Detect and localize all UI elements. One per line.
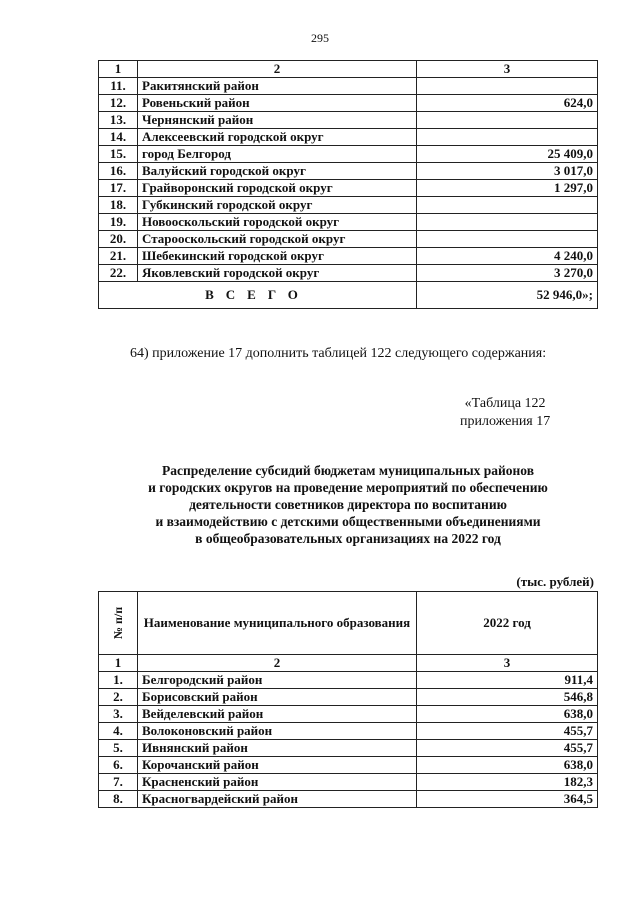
total-label: ВСЕГО xyxy=(99,282,417,309)
municipality-name: Белгородский район xyxy=(138,672,417,689)
table-heading xyxy=(98,462,598,547)
municipality-name: Новооскольский городской округ xyxy=(138,214,417,231)
table-header-row xyxy=(99,592,598,655)
amendment-paragraph: 64) приложение 17 дополнить таблицей 122 следующего содержания: xyxy=(130,346,547,361)
row-number: 6. xyxy=(99,757,138,774)
amount: 4 240,0 xyxy=(417,248,598,265)
row-number: 22. xyxy=(99,265,138,282)
table-row xyxy=(99,774,598,791)
table-row xyxy=(99,197,598,214)
municipality-name: Ивнянский район xyxy=(138,740,417,757)
row-number: 11. xyxy=(99,78,138,95)
row-number: 14. xyxy=(99,129,138,146)
municipality-name: Шебекинский городской округ xyxy=(138,248,417,265)
total-value: 52 946,0»; xyxy=(417,282,598,309)
municipality-name: Ракитянский район xyxy=(138,78,417,95)
heading-line: в общеобразовательных организациях на 2022 год xyxy=(195,531,501,546)
page-number: 295 xyxy=(311,31,329,45)
amount: 455,7 xyxy=(417,740,598,757)
table-header-row xyxy=(99,61,598,78)
row-number: 3. xyxy=(99,706,138,723)
row-number: 13. xyxy=(99,112,138,129)
municipality-name: город Белгород xyxy=(138,146,417,163)
header-cell: 3 xyxy=(417,61,598,78)
amount xyxy=(417,231,598,248)
amount xyxy=(417,112,598,129)
row-number: 15. xyxy=(99,146,138,163)
table-row xyxy=(99,146,598,163)
row-number: 2. xyxy=(99,689,138,706)
row-number: 8. xyxy=(99,791,138,808)
amount xyxy=(417,214,598,231)
amount: 624,0 xyxy=(417,95,598,112)
table-row xyxy=(99,214,598,231)
table-row xyxy=(99,757,598,774)
row-number: 16. xyxy=(99,163,138,180)
total-row xyxy=(99,282,598,309)
municipality-name: Грайворонский городской округ xyxy=(138,180,417,197)
municipality-name: Красненский район xyxy=(138,774,417,791)
table-row xyxy=(99,180,598,197)
amount: 638,0 xyxy=(417,706,598,723)
numbering-cell: 3 xyxy=(417,655,598,672)
amount: 911,4 xyxy=(417,672,598,689)
row-number: 17. xyxy=(99,180,138,197)
heading-line: Распределение субсидий бюджетам муниципальных районов xyxy=(161,463,535,478)
amount: 182,3 xyxy=(417,774,598,791)
table-row xyxy=(99,231,598,248)
table-row xyxy=(99,163,598,180)
amount: 25 409,0 xyxy=(417,146,598,163)
municipality-name: Валуйский городской округ xyxy=(138,163,417,180)
municipality-name: Вейделевский район xyxy=(138,706,417,723)
municipality-name: Чернянский район xyxy=(138,112,417,129)
table-row xyxy=(99,672,598,689)
row-number: 1. xyxy=(99,672,138,689)
continuation-table xyxy=(98,60,598,309)
heading-line: и городских округов на проведение мероприятий по обеспечению xyxy=(148,480,548,495)
municipality-name: Ровеньский район xyxy=(138,95,417,112)
table-row xyxy=(99,740,598,757)
caption-line: «Таблица 122 xyxy=(464,396,546,411)
municipality-name: Корочанский район xyxy=(138,757,417,774)
amount: 455,7 xyxy=(417,723,598,740)
row-number: 7. xyxy=(99,774,138,791)
amount: 638,0 xyxy=(417,757,598,774)
table-row xyxy=(99,95,598,112)
row-number: 5. xyxy=(99,740,138,757)
amount: 3 017,0 xyxy=(417,163,598,180)
header-cell: 1 xyxy=(99,61,138,78)
column-header-number: № п/п xyxy=(99,592,138,655)
row-number: 19. xyxy=(99,214,138,231)
municipality-name: Губкинский городской округ xyxy=(138,197,417,214)
table-row xyxy=(99,78,598,95)
municipality-name: Старооскольский городской округ xyxy=(138,231,417,248)
caption-line: приложения 17 xyxy=(460,414,551,429)
municipality-name: Красногвардейский район xyxy=(138,791,417,808)
table-row xyxy=(99,723,598,740)
amount: 364,5 xyxy=(417,791,598,808)
table-row xyxy=(99,706,598,723)
row-number: 18. xyxy=(99,197,138,214)
table-row xyxy=(99,112,598,129)
units-label: (тыс. рублей) xyxy=(516,574,594,589)
table-row xyxy=(99,265,598,282)
table-row xyxy=(99,129,598,146)
municipality-name: Алексеевский городской округ xyxy=(138,129,417,146)
subsidy-table xyxy=(98,591,598,808)
heading-line: деятельности советников директора по воспитанию xyxy=(189,497,507,512)
table-row xyxy=(99,791,598,808)
table-row xyxy=(99,248,598,265)
amount: 3 270,0 xyxy=(417,265,598,282)
column-numbering-row xyxy=(99,655,598,672)
amount: 1 297,0 xyxy=(417,180,598,197)
numbering-cell: 1 xyxy=(99,655,138,672)
row-number: 4. xyxy=(99,723,138,740)
column-header-year: 2022 год xyxy=(417,592,598,655)
row-number: 20. xyxy=(99,231,138,248)
header-cell: 2 xyxy=(138,61,417,78)
row-number: 12. xyxy=(99,95,138,112)
table-caption xyxy=(460,395,550,431)
municipality-name: Борисовский район xyxy=(138,689,417,706)
amount xyxy=(417,78,598,95)
amount: 546,8 xyxy=(417,689,598,706)
numbering-cell: 2 xyxy=(138,655,417,672)
row-number: 21. xyxy=(99,248,138,265)
column-header-name: Наименование муниципального образования xyxy=(138,592,417,655)
amount xyxy=(417,197,598,214)
table-row xyxy=(99,689,598,706)
heading-line: и взаимодействию с детскими общественными объединениями xyxy=(155,514,541,529)
amount xyxy=(417,129,598,146)
municipality-name: Волоконовский район xyxy=(138,723,417,740)
municipality-name: Яковлевский городской округ xyxy=(138,265,417,282)
